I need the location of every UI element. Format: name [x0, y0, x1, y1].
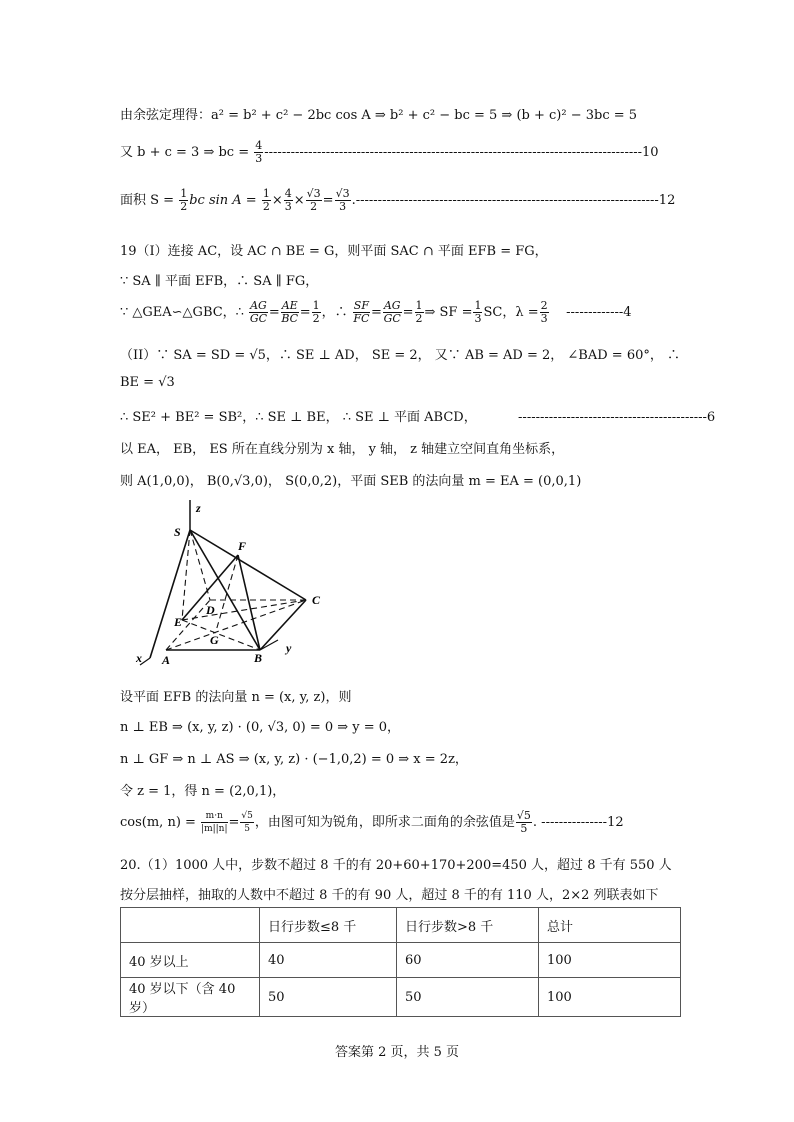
table-cell: 40 岁以上	[121, 943, 260, 978]
table-cell: 100	[539, 978, 681, 1017]
table-cell: 50	[397, 978, 539, 1017]
edge-BC	[260, 600, 306, 650]
label-F: F	[238, 539, 247, 553]
label-B: B	[254, 651, 263, 665]
score-marker-10: --------------------------------------------------------------------------------------10	[264, 145, 659, 160]
score-marker-4: -------------4	[566, 305, 632, 320]
q19-part1-line: 19（I）连接 AC，设 AC ∩ BE = G，则平面 SAC ∩ 平面 EFB = FG，	[120, 244, 548, 259]
score-marker-6: -------------------------------------------6	[518, 410, 716, 425]
law-of-cosines-line: 由余弦定理得：a² = b² + c² − 2bc cos A ⇒ b² + c² − bc = 5 ⇒ (b + c)² − 3bc = 5	[120, 108, 638, 123]
sampling-line: 按分层抽样，抽取的人数中不超过 8 千的有 90 人，超过 8 千的有 110 人，2×2 列联表如下	[120, 888, 659, 903]
label-x: x	[136, 651, 142, 665]
score-marker-12: .---------------------------------------------------------------------12	[351, 193, 676, 208]
q20-part1-line: 20.（1）1000 人中，步数不超过 8 千的有 20+60+170+200=450 人，超过 8 千有 550 人	[120, 858, 672, 873]
fraction-4-3: $\frac{4}{3}$	[255, 139, 263, 165]
label-y: y	[286, 641, 292, 655]
perpendicular-line: ∴ SE² + BE² = SB²，∴ SE ⊥ BE， ∴ SE ⊥ 平面 ABCD， -------------------------------------------6	[120, 410, 716, 425]
table-row	[121, 978, 681, 1017]
table-row	[121, 943, 681, 978]
label-E: E	[174, 615, 183, 629]
label-A: A	[162, 653, 171, 667]
edge-SB	[190, 530, 260, 650]
contingency-table	[120, 907, 681, 1017]
header-cell: 日行步数≤8 千	[260, 908, 397, 943]
gf-condition-line: n ⊥ GF ⇒ n ⊥ AS ⇒ (x, y, z) · (−1,0,2) = 0 ⇒ x = 2z，	[120, 752, 468, 767]
label-z: z	[196, 501, 201, 515]
table-cell: 60	[397, 943, 539, 978]
area-line: 面积 S = $\frac{1}{2}$ bc sin A = $\frac{1}{2}$ × $\frac{4}{3}$ × $\frac{√3}{2}$ = $\frac{√3}{3}$ .---------------------------------------------------------------------12	[120, 187, 676, 213]
similar-triangles-line: ∵ △GEA∽△GBC，∴ $\frac{AG}{GC}$ = $\frac{AE}{BC}$ = $\frac{1}{2}$ ，∴ $\frac{SF}{FC}$ = $\frac{AG}{GC}$ = $\frac{1}{2}$ ⇒ SF = $\frac{1}{3}$ SC，λ = $\frac{2}{3}$ -------------4	[120, 299, 632, 325]
label-G: G	[210, 633, 219, 647]
table-cell: 40 岁以下（含 40 岁）	[121, 978, 260, 1017]
eb-condition-line: n ⊥ EB ⇒ (x, y, z) · (0, √3, 0) = 0 ⇒ y = 0，	[120, 720, 401, 735]
label-S: S	[174, 525, 181, 539]
table-cell: 50	[260, 978, 397, 1017]
page-footer: 答案第 2 页，共 5 页	[334, 1045, 460, 1060]
normal-vector-setup: 设平面 EFB 的法向量 n = (x, y, z)，则	[120, 690, 352, 705]
table-cell: 100	[539, 943, 681, 978]
table-cell: 40	[260, 943, 397, 978]
y-axis	[260, 640, 278, 650]
edge-FB	[238, 555, 260, 650]
bc-text: 又 b + c = 3 ⇒ bc =	[120, 145, 254, 160]
pyramid-figure	[130, 500, 330, 670]
score-marker-12b: . ---------------12	[532, 815, 624, 830]
header-cell: 总计	[539, 908, 681, 943]
coordinate-setup-line: 以 EA， EB， ES 所在直线分别为 x 轴， y 轴， z 轴建立空间直角坐标系，	[120, 442, 565, 457]
label-D: D	[206, 603, 215, 617]
q19-part2-line: （II）∵ SA = SD = √5，∴ SE ⊥ AD， SE = 2， 又∵ AB = AD = 2， ∠BAD = 60°， ∴	[120, 348, 681, 363]
header-cell	[121, 908, 260, 943]
label-C: C	[312, 593, 321, 607]
point-coordinates-line: 则 A(1,0,0)， B(0,√3,0)， S(0,0,2)，平面 SEB 的法向量 m = EA = (0,0,1)	[120, 474, 582, 489]
n-value-line: 令 z = 1，得 n = (2,0,1)，	[120, 784, 286, 799]
bc-value-line	[120, 140, 659, 165]
parallel-line: ∵ SA ∥ 平面 EFB，∴ SA ∥ FG，	[120, 274, 319, 289]
table-header-row	[121, 908, 681, 943]
cosine-result-line: cos(m, n) = $\frac{m\cdot n}{|m||n|}$ = $\frac{√5}{5}$ ，由图可知为锐角，即所求二面角的余弦值是 $\frac{√5}{5}$ . ---------------12	[120, 809, 624, 835]
be-value-line: BE = √3	[120, 375, 175, 390]
header-cell: 日行步数>8 千	[397, 908, 539, 943]
